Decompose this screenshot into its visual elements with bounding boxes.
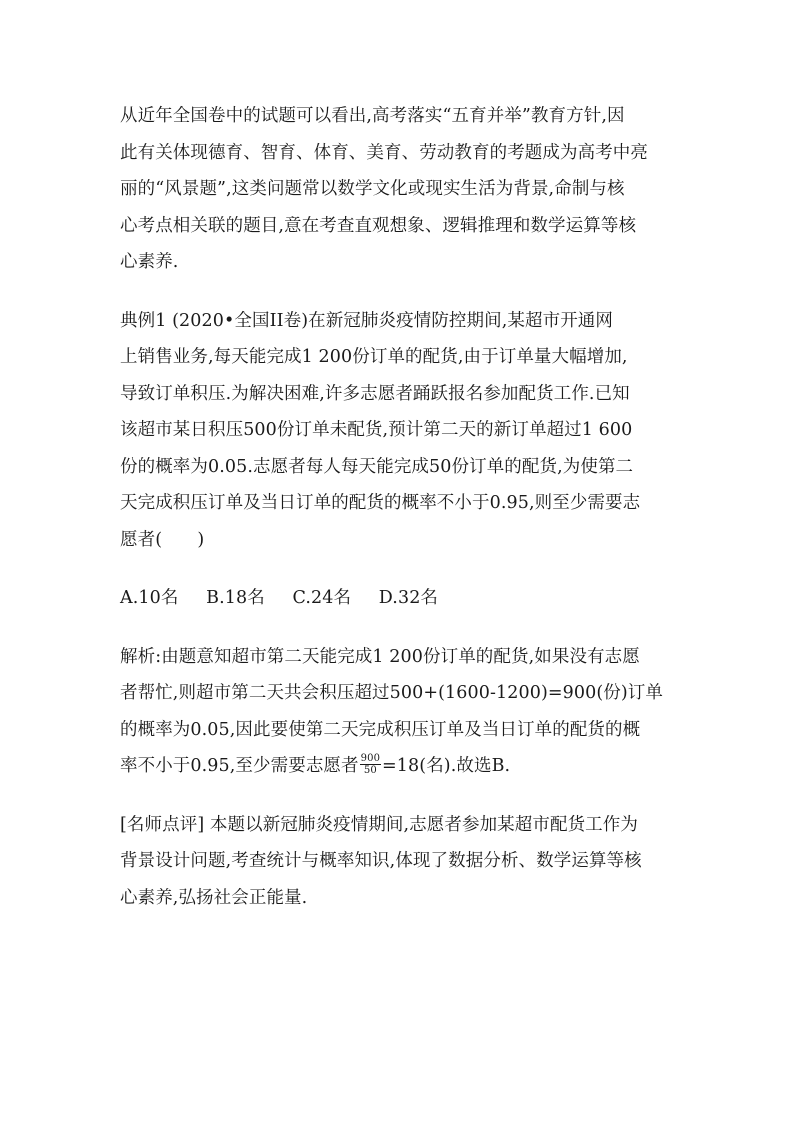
fraction-numerator: 900 — [360, 753, 381, 764]
solution-line: 者帮忙,则超市第二天共会积压超过500+(1600-1200)=900(份)订单 — [120, 683, 663, 703]
solution-last-suffix: =18(名).故选B. — [382, 756, 511, 776]
intro-line: 心素养. — [120, 252, 179, 272]
intro-line: 丽的“风景题”,这类问题常以数学文化或现实生活为背景,命制与核 — [120, 179, 625, 199]
comment-paragraph — [120, 807, 680, 917]
solution-paragraph — [120, 639, 680, 785]
fraction — [360, 753, 381, 776]
example-line: 份的概率为0.05.志愿者每人每天能完成50份订单的配货,为使第二 — [120, 456, 634, 477]
example-line: 愿者( ) — [120, 529, 205, 550]
comment-line: [名师点评] 本题以新冠肺炎疫情期间,志愿者参加某超市配货工作为 — [120, 814, 638, 835]
option-c: C.24名 — [292, 588, 352, 608]
intro-paragraph — [120, 98, 680, 281]
example-line: 导致订单积压.为解决困难,许多志愿者踊跃报名参加配货工作.已知 — [120, 383, 630, 404]
comment-line: 背景设计问题,考查统计与概率知识,体现了数据分析、数学运算等核 — [120, 851, 642, 871]
intro-line: 此有关体现德育、智育、体育、美育、劳动教育的考题成为高考中亮 — [120, 142, 648, 163]
solution-line: 的概率为0.05,因此要使第二天完成积压订单及当日订单的配货的概 — [120, 719, 641, 740]
fraction-denominator: 50 — [363, 765, 377, 776]
intro-line: 心考点相关联的题目,意在考查直观想象、逻辑推理和数学运算等核 — [120, 215, 637, 236]
solution-last-line — [120, 748, 680, 785]
document-page — [120, 98, 680, 916]
example-line: 天完成积压订单及当日订单的配货的概率不小于0.95,则至少需要志 — [120, 493, 641, 513]
option-a: A.10名 — [120, 588, 179, 608]
example-line: 该超市某日积压500份订单未配货,预计第二天的新订单超过1 600 — [120, 420, 633, 440]
intro-line: 从近年全国卷中的试题可以看出,高考落实“五育并举”教育方针,因 — [120, 106, 625, 126]
option-d: D.32名 — [378, 588, 439, 608]
example-line: 典例1 (2020•全国II卷)在新冠肺炎疫情防控期间,某超市开通网 — [120, 310, 613, 331]
solution-last-prefix: 率不小于0.95,至少需要志愿者 — [120, 756, 359, 776]
example-paragraph — [120, 303, 680, 559]
comment-line: 心素养,弘扬社会正能量. — [120, 887, 308, 908]
answer-options — [120, 580, 680, 617]
example-line: 上销售业务,每天能完成1 200份订单的配货,由于订单量大幅增加, — [120, 347, 628, 367]
option-b: B.18名 — [206, 588, 265, 608]
solution-line: 解析:由题意知超市第二天能完成1 200份订单的配货,如果没有志愿 — [120, 646, 640, 667]
